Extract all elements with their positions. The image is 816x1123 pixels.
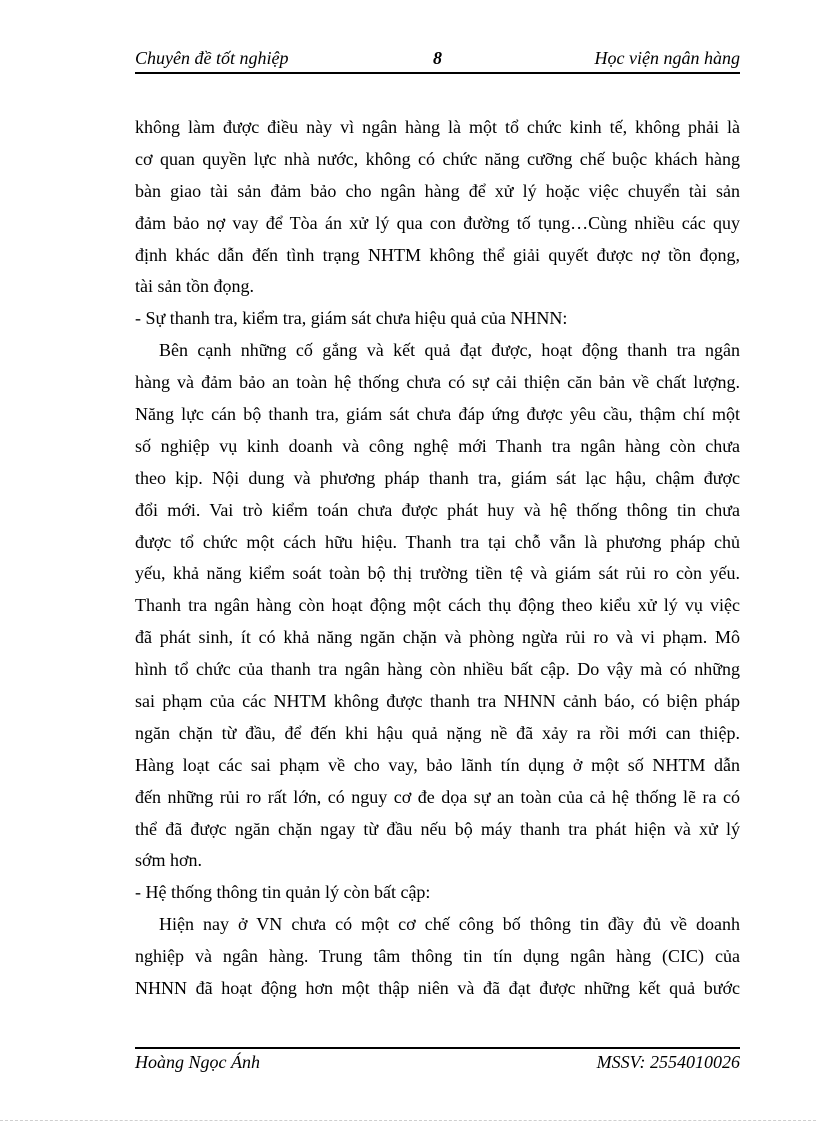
header-institution: Học viện ngân hàng — [594, 48, 740, 68]
page-footer — [135, 1052, 740, 1076]
text-line: số nghiệp vụ kinh doanh và công nghệ mới Thanh tra ngân hàng còn chưa — [135, 435, 740, 456]
section-heading: - Hệ thống thông tin quản lý còn bất cập: — [135, 882, 431, 903]
text-line: hàng và đảm bảo an toàn hệ thống chưa có sự cải thiện căn bản về chất lượng. — [135, 372, 740, 393]
text-line: Bên cạnh những cố gắng và kết quả đạt được, hoạt động thanh tra ngân — [159, 340, 740, 361]
header-document-title: Chuyên đề tốt nghiệp — [135, 48, 289, 68]
text-line: sai phạm của các NHTM không được thanh tra NHNN cảnh báo, có biện pháp — [135, 691, 740, 712]
text-line: hình tổ chức của thanh tra ngân hàng còn nhiều bất cập. Do vậy mà có những — [135, 659, 740, 680]
text-line: sớm hơn. — [135, 850, 203, 871]
page-header — [135, 48, 740, 74]
text-line: tài sản tồn đọng. — [135, 276, 254, 297]
text-line: không làm được điều này vì ngân hàng là một tổ chức kinh tế, không phải là — [135, 117, 740, 137]
text-line: theo kịp. Nội dung và phương pháp thanh tra, giám sát lạc hậu, chậm được — [135, 467, 740, 488]
text-line: bàn giao tài sản đảm bảo cho ngân hàng để xử lý hoặc việc chuyển tài sản — [135, 180, 740, 201]
text-line: đã phát sinh, ít có khả năng ngăn chặn và phòng ngừa rủi ro và vi phạm. Mô — [135, 627, 740, 648]
header-rule — [135, 72, 740, 74]
text-line: định khác dẫn đến tình trạng NHTM không thể giải quyết được nợ tồn đọng, — [135, 244, 740, 265]
body-text — [135, 112, 740, 1005]
footer-author: Hoàng Ngọc Ánh — [135, 1052, 260, 1072]
text-line: cơ quan quyền lực nhà nước, không có chức năng cưỡng chế buộc khách hàng — [135, 148, 740, 169]
section-heading: - Sự thanh tra, kiểm tra, giám sát chưa hiệu quả của NHNN: — [135, 308, 568, 329]
text-line: Hàng loạt các sai phạm về cho vay, bảo lãnh tín dụng ở một số NHTM dẫn — [135, 754, 740, 775]
text-line: Hiện nay ở VN chưa có một cơ chế công bố thông tin đầy đủ về doanh — [159, 914, 740, 935]
page-edge — [0, 1120, 816, 1121]
text-line: yếu, khả năng kiểm soát toàn bộ thị trường tiền tệ và giám sát rủi ro còn yếu. — [135, 563, 740, 584]
page-number: 8 — [433, 48, 442, 68]
text-line: được tổ chức một cách hữu hiệu. Thanh tra tại chỗ vẫn là phương pháp chủ — [135, 531, 740, 552]
text-line: NHNN đã hoạt động hơn một thập niên và đã đạt được những kết quả bước — [135, 978, 740, 999]
text-line: ngăn chặn từ đầu, để đến khi hậu quả nặng nề đã xảy ra rồi mới can thiệp. — [135, 722, 740, 743]
text-line: đảm bảo nợ vay để Tòa án xử lý qua con đường tố tụng…Cùng nhiều các quy — [135, 212, 740, 233]
text-line: Năng lực cán bộ thanh tra, giám sát chưa đáp ứng được yêu cầu, thậm chí một — [135, 404, 740, 425]
text-line: thể đã được ngăn chặn ngay từ đầu nếu bộ máy thanh tra phát hiện và xử lý — [135, 818, 740, 839]
text-line: nghiệp và ngân hàng. Trung tâm thông tin tín dụng ngân hàng (CIC) của — [135, 946, 740, 967]
text-line: Thanh tra ngân hàng còn hoạt động một cách thụ động theo kiểu xử lý vụ việc — [135, 595, 740, 616]
footer-rule — [135, 1047, 740, 1049]
text-line: đổi mới. Vai trò kiểm toán chưa được phát huy và hệ thống thông tin chưa — [135, 499, 740, 520]
text-line: đến những rủi ro rất lớn, có nguy cơ đe dọa sự an toàn của cả hệ thống lẽ ra có — [135, 786, 740, 807]
footer-student-id: MSSV: 2554010026 — [596, 1052, 740, 1072]
